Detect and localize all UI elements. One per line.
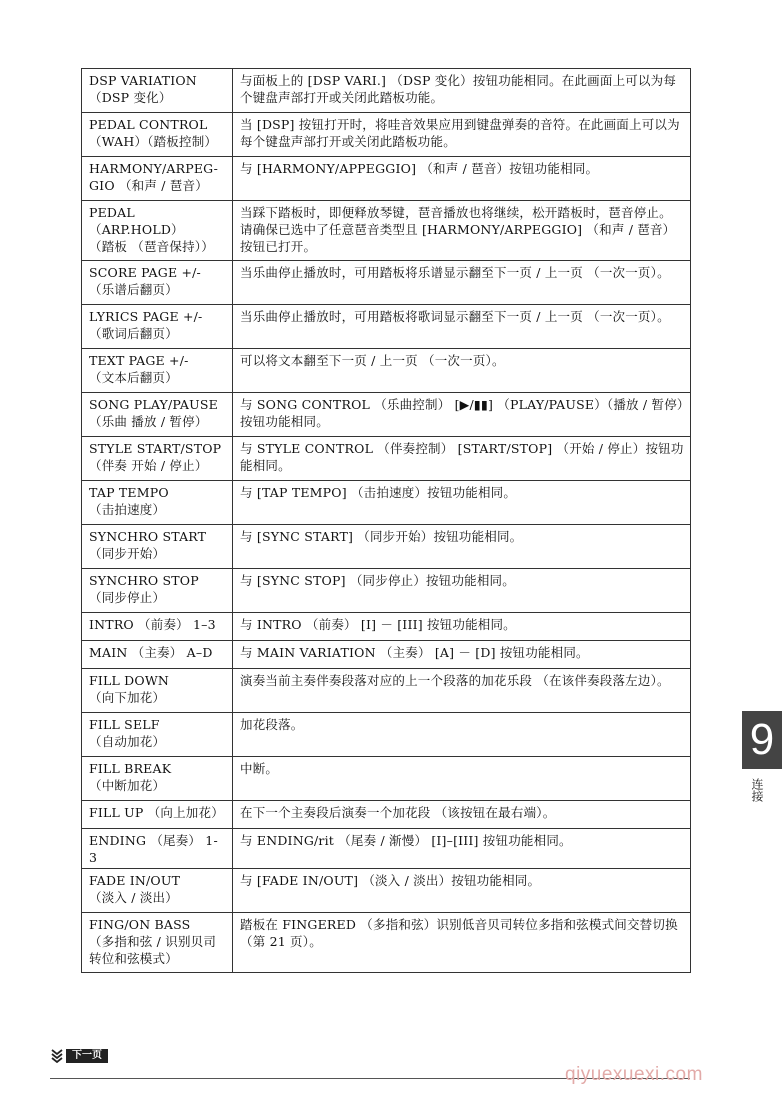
table-row	[82, 829, 691, 869]
table-row	[82, 913, 691, 973]
function-name-cell	[82, 713, 233, 757]
function-name-cell	[82, 569, 233, 613]
table-row	[82, 113, 691, 157]
function-name-cn: （伴奏 开始 / 停止）	[89, 458, 208, 473]
function-description: 与面板上的 [DSP VARI.] （DSP 变化）按钮功能相同。在此画面上可以为每个键盘声部打开或关闭此踏板功能。	[233, 69, 691, 113]
function-description: 与 [SYNC STOP] （同步停止）按钮功能相同。	[233, 569, 691, 613]
table-row	[82, 261, 691, 305]
function-name-cn: （文本后翻页）	[89, 370, 178, 385]
table-row	[82, 569, 691, 613]
function-name-cell	[82, 393, 233, 437]
function-description: 当 [DSP] 按钮打开时，将哇音效果应用到键盘弹奏的音符。在此画面上可以为每个键盘声部打开或关闭此踏板功能。	[233, 113, 691, 157]
table-row	[82, 641, 691, 669]
function-name: STYLE START/STOP	[89, 441, 222, 456]
function-name-cell	[82, 641, 233, 669]
function-description: 可以将文本翻至下一页 / 上一页 （一次一页）。	[233, 349, 691, 393]
function-name-cn: （向下加花）	[89, 690, 166, 705]
table-row	[82, 757, 691, 801]
function-name-cell	[82, 157, 233, 201]
function-name-cell	[82, 113, 233, 157]
next-page-marker	[50, 1049, 108, 1063]
next-page-label: 下一页	[66, 1049, 108, 1063]
function-name-cell	[82, 201, 233, 261]
function-name: FILL DOWN	[89, 673, 170, 688]
function-name-cell	[82, 669, 233, 713]
function-name: LYRICS PAGE +/-	[89, 309, 203, 324]
function-name-cell	[82, 437, 233, 481]
chapter-number: 9	[749, 715, 775, 764]
function-name: SYNCHRO START	[89, 529, 207, 544]
function-description: 与 MAIN VARIATION （主奏） [A] － [D] 按钮功能相同。	[233, 641, 691, 669]
function-description: 在下一个主奏段后演奏一个加花段 （该按钮在最右端）。	[233, 801, 691, 829]
table-row	[82, 869, 691, 913]
function-name-cell	[82, 613, 233, 641]
function-name-cn: （中断加花）	[89, 778, 166, 793]
chapter-tab	[742, 711, 782, 769]
table-row	[82, 349, 691, 393]
function-description: 当乐曲停止播放时，可用踏板将乐谱显示翻至下一页 / 上一页 （一次一页）。	[233, 261, 691, 305]
function-name-cell	[82, 305, 233, 349]
function-name-cn: （歌词后翻页）	[89, 326, 178, 341]
table-row	[82, 613, 691, 641]
function-description: 加花段落。	[233, 713, 691, 757]
function-name: TEXT PAGE +/-	[89, 353, 189, 368]
table-row	[82, 157, 691, 201]
function-name-cn: （WAH）（踏板控制）	[89, 134, 218, 149]
pedal-function-table	[81, 68, 691, 973]
function-name-cell	[82, 757, 233, 801]
function-name-cn: （乐谱后翻页）	[89, 282, 178, 297]
function-name-cn: （多指和弦 / 识别贝司转位和弦模式）	[89, 934, 217, 966]
function-description: 与 [FADE IN/OUT] （淡入 / 淡出）按钮功能相同。	[233, 869, 691, 913]
function-name: SONG PLAY/PAUSE	[89, 397, 218, 412]
function-name-cn: （同步开始）	[89, 546, 166, 561]
function-name: FILL SELF	[89, 717, 160, 732]
function-name-cell	[82, 869, 233, 913]
table-row	[82, 437, 691, 481]
function-name: FADE IN/OUT	[89, 873, 181, 888]
table-row	[82, 393, 691, 437]
function-name-cell	[82, 913, 233, 973]
function-description: 与 ENDING/rit （尾奏 / 渐慢） [I]–[III] 按钮功能相同。	[233, 829, 691, 869]
table-row	[82, 525, 691, 569]
function-name-cell	[82, 69, 233, 113]
chapter-label: 连接	[750, 778, 764, 802]
table-row	[82, 69, 691, 113]
function-description: 与 STYLE CONTROL （伴奏控制） [START/STOP] （开始 / 停止）按钮功能相同。	[233, 437, 691, 481]
function-description: 与 INTRO （前奏） [I] － [III] 按钮功能相同。	[233, 613, 691, 641]
function-name-cell	[82, 481, 233, 525]
function-name: PEDAL	[89, 205, 135, 220]
function-name-cn: （ARP.HOLD） （踏板 （琶音保持））	[89, 222, 214, 254]
function-name: FILL UP （向上加花）	[89, 805, 224, 820]
function-name: MAIN （主奏） A–D	[89, 645, 213, 660]
function-name: HARMONY/ARPEG-	[89, 161, 219, 176]
chevron-down-icon	[50, 1049, 64, 1063]
function-name-cn: （击拍速度）	[89, 502, 166, 517]
function-name-cn: （自动加花）	[89, 734, 166, 749]
function-name: TAP TEMPO	[89, 485, 169, 500]
function-description: 当踩下踏板时，即便释放琴键，琶音播放也将继续，松开踏板时，琶音停止。请确保已选中了任意琶音类型且 [HARMONY/ARPEGGIO] （和声 / 琶音）按钮已打开。	[233, 201, 691, 261]
function-name-cn: （淡入 / 淡出）	[89, 890, 178, 905]
function-description: 与 SONG CONTROL （乐曲控制） [▶/▮▮] （PLAY/PAUSE）（播放 / 暂停）按钮功能相同。	[233, 393, 691, 437]
function-name-cn: （乐曲 播放 / 暂停）	[89, 414, 208, 429]
function-name: ENDING （尾奏） 1-3	[89, 833, 218, 865]
function-name-cell	[82, 261, 233, 305]
function-name: PEDAL CONTROL	[89, 117, 208, 132]
table-row	[82, 201, 691, 261]
function-description: 踏板在 FINGERED （多指和弦）识别低音贝司转位多指和弦模式间交替切换 （第 21 页）。	[233, 913, 691, 973]
function-description: 与 [SYNC START] （同步开始）按钮功能相同。	[233, 525, 691, 569]
function-name-cell	[82, 801, 233, 829]
function-description: 与 [HARMONY/APPEGGIO] （和声 / 琶音）按钮功能相同。	[233, 157, 691, 201]
function-name: INTRO （前奏） 1–3	[89, 617, 216, 632]
function-name-cn: （DSP 变化）	[89, 90, 172, 105]
function-name: FILL BREAK	[89, 761, 172, 776]
watermark: qiyuexuexi.com	[565, 1064, 703, 1085]
function-description: 演奏当前主奏伴奏段落对应的上一个段落的加花乐段 （在该伴奏段落左边）。	[233, 669, 691, 713]
function-name: DSP VARIATION	[89, 73, 197, 88]
function-name-cell	[82, 349, 233, 393]
table-row	[82, 305, 691, 349]
function-description: 与 [TAP TEMPO] （击拍速度）按钮功能相同。	[233, 481, 691, 525]
function-name-cn: （同步停止）	[89, 590, 166, 605]
function-name-cell	[82, 829, 233, 869]
function-name: SYNCHRO STOP	[89, 573, 199, 588]
function-description: 当乐曲停止播放时，可用踏板将歌词显示翻至下一页 / 上一页 （一次一页）。	[233, 305, 691, 349]
function-name: FING/ON BASS	[89, 917, 191, 932]
function-name-cn: GIO （和声 / 琶音）	[89, 178, 208, 193]
table-row	[82, 713, 691, 757]
table-row	[82, 801, 691, 829]
table-row	[82, 669, 691, 713]
table-row	[82, 481, 691, 525]
function-name-cell	[82, 525, 233, 569]
function-name: SCORE PAGE +/-	[89, 265, 201, 280]
function-description: 中断。	[233, 757, 691, 801]
